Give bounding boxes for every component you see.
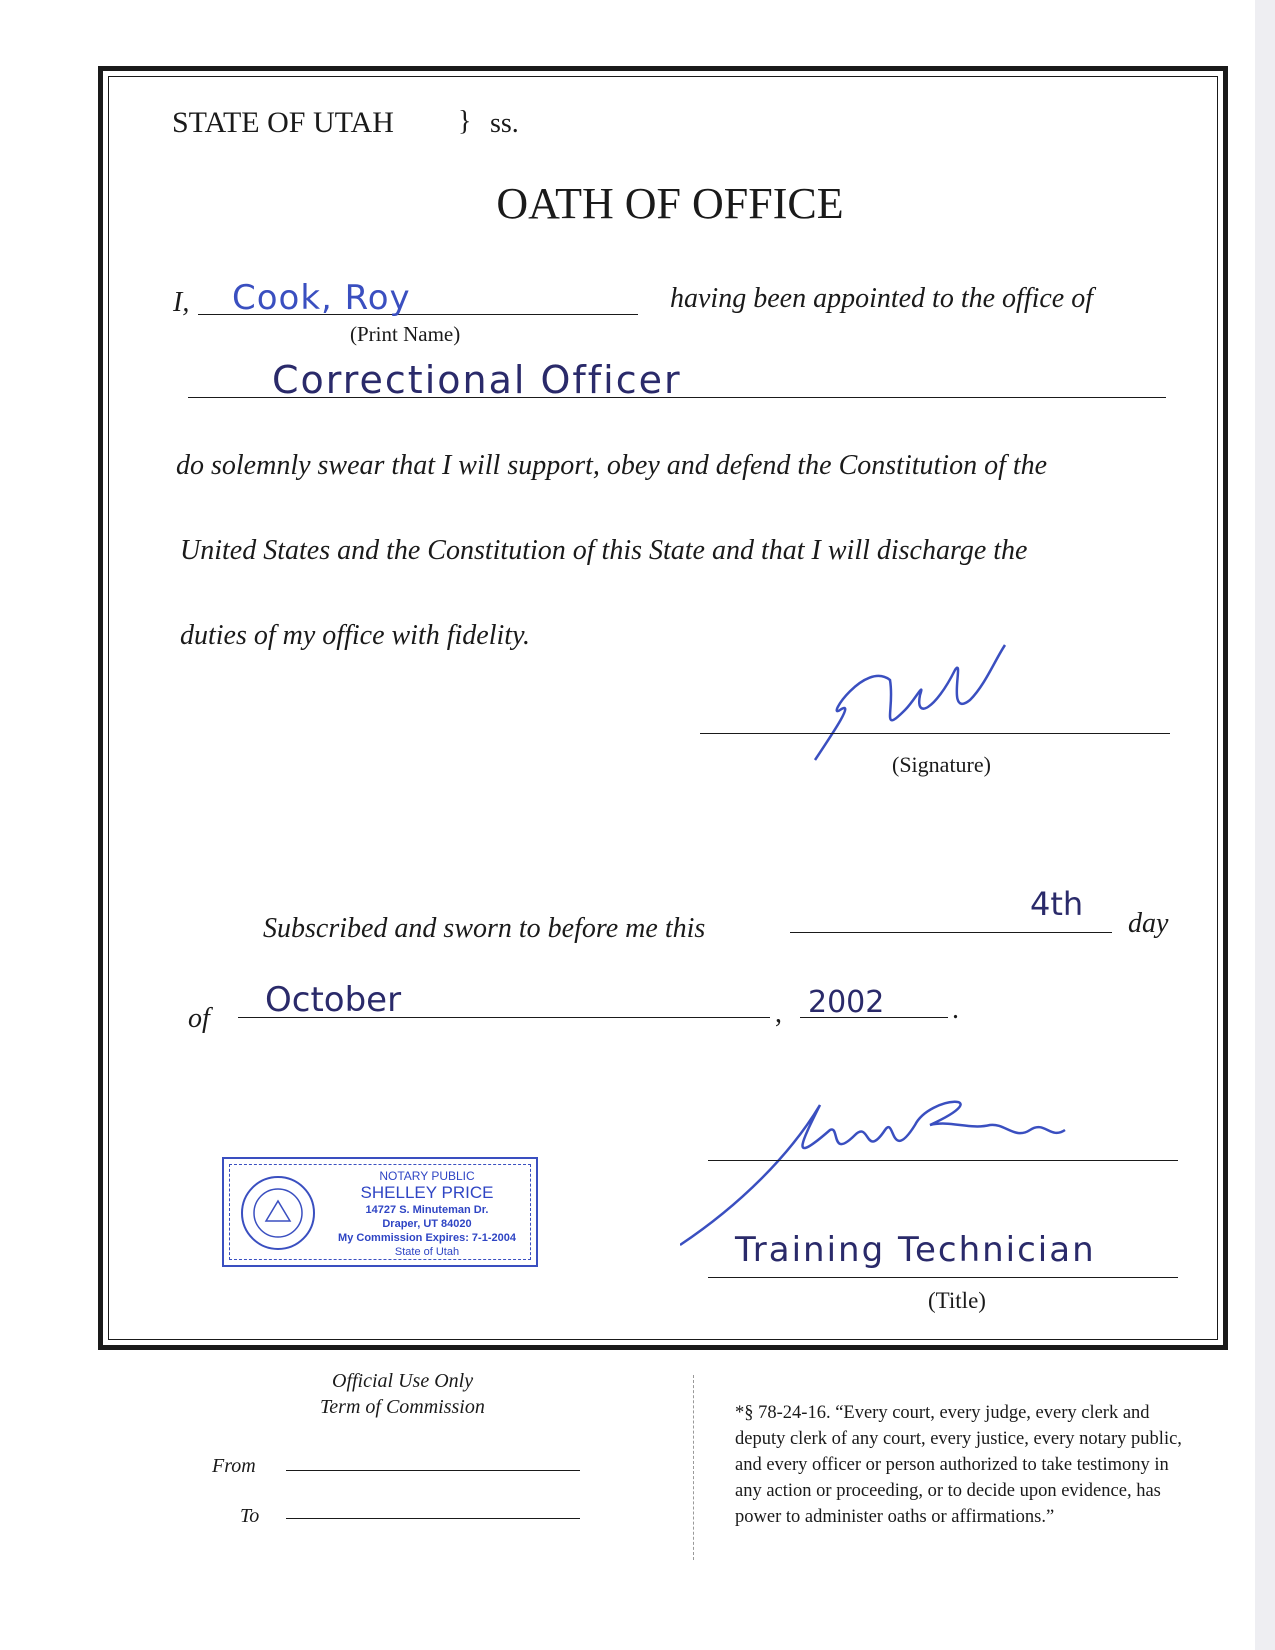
- appointed-text: having been appointed to the office of: [670, 283, 1094, 314]
- from-label: From: [212, 1455, 256, 1477]
- oath-line-2: United States and the Constitution of this State and that I will discharge the: [180, 535, 1028, 566]
- brace-mark: }: [458, 106, 472, 137]
- comma-mark: ,: [775, 998, 782, 1029]
- state-seal-icon: [238, 1173, 318, 1253]
- title-handwriting: Training Technician: [735, 1230, 1096, 1270]
- office-handwriting: Correctional Officer: [272, 358, 682, 402]
- statute-line-1: *§ 78-24-16. “Every court, every judge, every clerk and: [735, 1403, 1150, 1423]
- stamp-line-6: State of Utah: [394, 1246, 460, 1258]
- stamp-line-5: My Commission Expires: 7-1-2004: [338, 1232, 516, 1244]
- oath-taker-signature: [795, 640, 1035, 770]
- stamp-line-2: SHELLEY PRICE: [360, 1183, 494, 1202]
- of-text: of: [188, 1003, 210, 1034]
- oath-line-3: duties of my office with fidelity.: [180, 620, 530, 651]
- stamp-line-4: Draper, UT 84020: [382, 1218, 472, 1230]
- administrator-line: [708, 1160, 1178, 1161]
- month-handwriting: October: [265, 980, 402, 1020]
- print-name-caption: (Print Name): [350, 322, 461, 346]
- oath-line-1: do solemnly swear that I will support, obey and defend the Constitution of the: [176, 450, 1048, 481]
- statute-line-2: deputy clerk of any court, every justice, every notary public,: [735, 1429, 1182, 1449]
- page-title: OATH OF OFFICE: [496, 179, 844, 228]
- notary-stamp: [222, 1157, 538, 1267]
- intro-pronoun: I,: [173, 287, 190, 318]
- stamp-line-1: NOTARY PUBLIC: [379, 1169, 475, 1183]
- day-handwriting: 4th: [1030, 885, 1084, 923]
- year-handwriting: 2002: [808, 985, 885, 1020]
- day-line: [790, 932, 1112, 933]
- official-use-label: Official Use Only: [332, 1370, 474, 1392]
- from-line: [286, 1470, 580, 1471]
- title-line: [708, 1277, 1178, 1278]
- statute-text: [735, 1400, 1182, 1530]
- to-line: [286, 1518, 580, 1519]
- statute-line-3: and every officer or person authorized to take testimony in: [735, 1455, 1169, 1475]
- day-text: day: [1128, 908, 1169, 939]
- period-mark: .: [952, 994, 959, 1025]
- scan-edge-shadow: [1255, 0, 1275, 1650]
- term-label: Term of Commission: [320, 1396, 485, 1418]
- ss-mark: ss.: [490, 108, 519, 139]
- stamp-line-3: 14727 S. Minuteman Dr.: [365, 1204, 489, 1216]
- name-handwriting: Cook, Roy: [232, 278, 411, 318]
- footer-divider: [693, 1375, 694, 1560]
- signature-line: [700, 733, 1170, 734]
- statute-line-4: any action or proceeding, or to decide upon evidence, has: [735, 1481, 1161, 1501]
- signature-caption: (Signature): [892, 752, 991, 777]
- subscribed-text: Subscribed and sworn to before me this: [263, 913, 706, 944]
- to-label: To: [240, 1505, 260, 1527]
- title-caption: (Title): [928, 1288, 986, 1313]
- state-header: STATE OF UTAH: [172, 106, 394, 139]
- statute-line-5: power to administer oaths or affirmations.”: [735, 1507, 1055, 1527]
